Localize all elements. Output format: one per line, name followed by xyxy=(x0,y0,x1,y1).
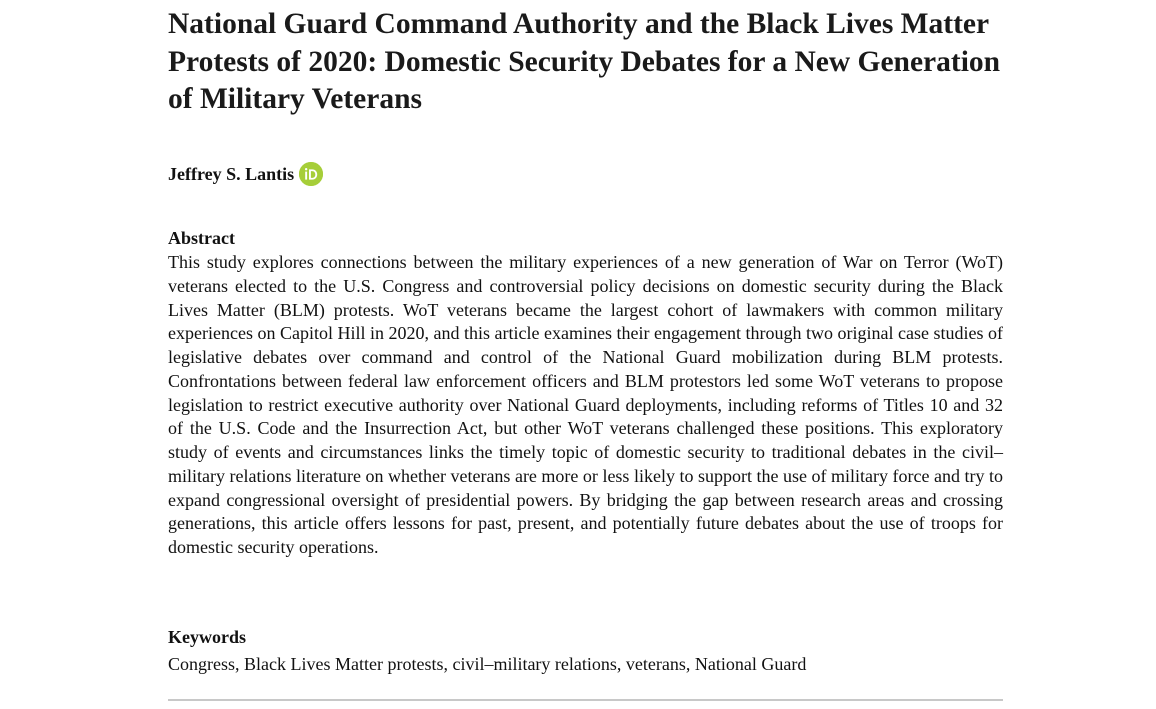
author-row xyxy=(168,161,323,187)
abstract-heading: Abstract xyxy=(168,228,235,248)
keywords-heading: Keywords xyxy=(168,627,246,647)
abstract-text: This study explores connections between the military experiences of a new generation of War on Terror (WoT) veterans elected to the U.S. Congress and controversial policy decisions on domestic security during the Black Lives Matter (BLM) protests. WoT veterans became the largest cohort of lawmakers with common military experiences on Capitol Hill in 2020, and this article examines their engagement through two original case studies of legislative debates over command and control of the National Guard mobilization during BLM protests. Confrontations between federal law enforcement officers and BLM protestors led some WoT veterans to propose legislation to restrict executive authority over National Guard deployments, including reforms of Titles 10 and 32 of the U.S. Code and the Insurrection Act, but other WoT veterans challenged these positions. This exploratory study of events and circumstances links the timely topic of domestic security to traditional debates in the civil–military relations literature on whether veterans are more or less likely to support the use of military force and try to expand congressional oversight of presidential powers. By bridging the gap between research areas and crossing generations, this article offers lessons for past, present, and potentially future debates about the use of troops for domestic security operations. xyxy=(168,252,1003,557)
section-divider xyxy=(168,699,1003,701)
author-name[interactable]: Jeffrey S. Lantis xyxy=(168,164,295,184)
keywords-text: Congress, Black Lives Matter protests, civil–military relations, veterans, National Guard xyxy=(168,654,807,674)
orcid-icon[interactable] xyxy=(299,162,323,186)
article-title: National Guard Command Authority and the Black Lives Matter Protests of 2020: Domestic Security Debates for a New Generation of Military Veterans xyxy=(168,8,1001,115)
